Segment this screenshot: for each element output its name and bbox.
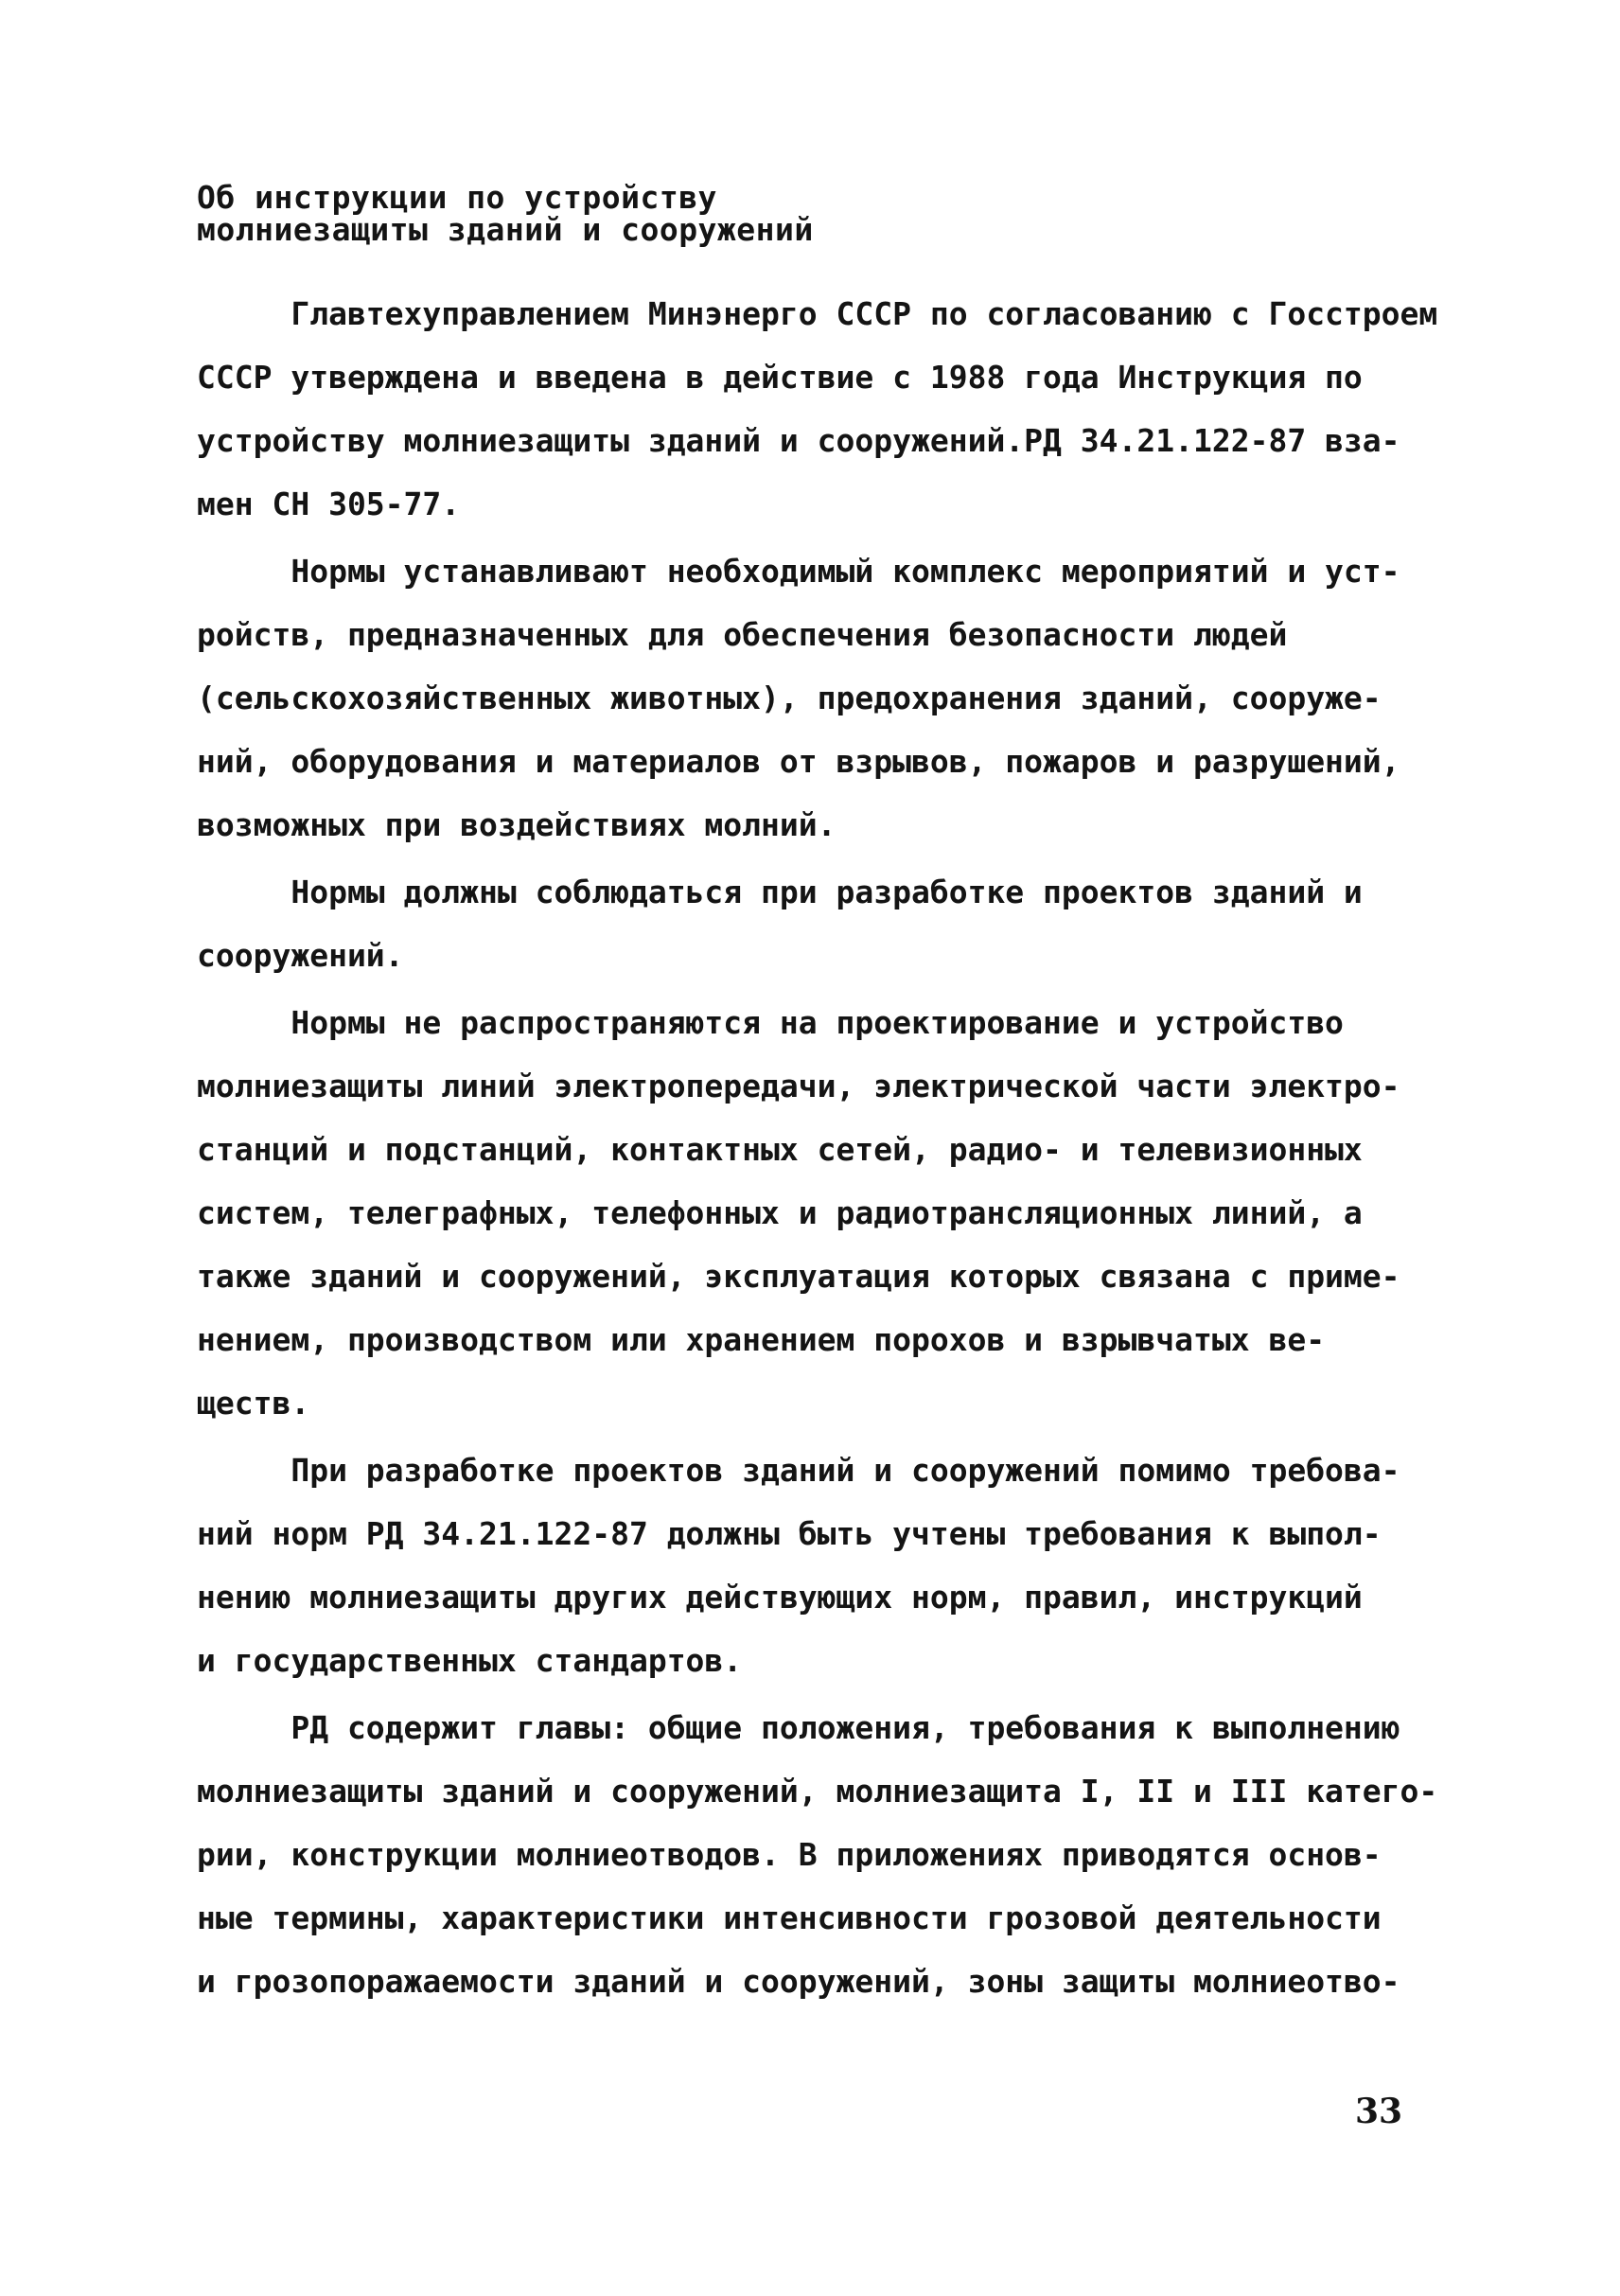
document-body: [197, 282, 1438, 2013]
text-line: мен СН 305-77.: [197, 486, 461, 522]
text-line: сооружений.: [197, 937, 404, 974]
document-title: [197, 179, 814, 248]
text-line: Нормы не распространяются на проектирование и устройство: [197, 1004, 1344, 1041]
text-line: Нормы устанавливают необходимый комплекс мероприятий и уст-: [197, 553, 1400, 590]
text-line: ройств, предназначенных для обеспечения безопасности людей: [197, 616, 1288, 653]
text-line: станций и подстанций, контактных сетей, радио- и телевизионных: [197, 1131, 1363, 1168]
text-line: и грозопоражаемости зданий и сооружений, зоны защиты молниеотво-: [197, 1963, 1400, 2000]
page-number: 33: [1355, 2092, 1403, 2131]
text-line: ществ.: [197, 1385, 310, 1422]
text-line: При разработке проектов зданий и сооружений помимо требова-: [197, 1452, 1400, 1489]
text-line: молниезащиты линий электропередачи, электрической части электро-: [197, 1068, 1400, 1104]
paragraph-5: [197, 1439, 1427, 1692]
text-line: Главтехуправлением Минэнерго СССР по согласованию с Госстроем: [197, 295, 1438, 332]
text-line: нению молниезащиты других действующих норм, правил, инструкций: [197, 1579, 1363, 1616]
paragraph-3: [197, 860, 1427, 987]
text-line: также зданий и сооружений, эксплуатация которых связана с приме-: [197, 1258, 1400, 1295]
text-line: нением, производством или хранением порохов и взрывчатых ве-: [197, 1321, 1326, 1358]
text-line: Нормы должны соблюдаться при разработке проектов зданий и: [197, 874, 1363, 910]
paragraph-4: [197, 991, 1427, 1435]
text-line: ний, оборудования и материалов от взрывов, пожаров и разрушений,: [197, 743, 1400, 780]
text-line: молниезащиты зданий и сооружений, молниезащита I, II и III катего-: [197, 1773, 1438, 1810]
text-line: возможных при воздействиях молний.: [197, 806, 836, 843]
title-line-2: молниезащиты зданий и сооружений: [197, 211, 814, 248]
text-line: СССР утверждена и введена в действие с 1988 года Инструкция по: [197, 359, 1363, 396]
text-line: систем, телеграфных, телефонных и радиотрансляционных линий, а: [197, 1194, 1363, 1231]
paragraph-6: [197, 1696, 1438, 2013]
text-line: устройству молниезащиты зданий и сооружений.РД 34.21.122-87 вза-: [197, 422, 1400, 459]
paragraph-2: [197, 539, 1427, 857]
text-line: РД содержит главы: общие положения, требования к выполнению: [197, 1709, 1400, 1746]
text-line: и государственных стандартов.: [197, 1642, 743, 1679]
text-line: (сельскохозяйственных животных), предохранения зданий, сооруже-: [197, 680, 1382, 716]
text-line: ные термины, характеристики интенсивности грозовой деятельности: [197, 1899, 1382, 1936]
paragraph-1: [197, 282, 1438, 536]
text-line: рии, конструкции молниеотводов. В приложениях приводятся основ-: [197, 1836, 1382, 1873]
text-line: ний норм РД 34.21.122-87 должны быть учтены требования к выпол-: [197, 1515, 1382, 1552]
title-line-1: Об инструкции по устройству: [197, 179, 717, 216]
